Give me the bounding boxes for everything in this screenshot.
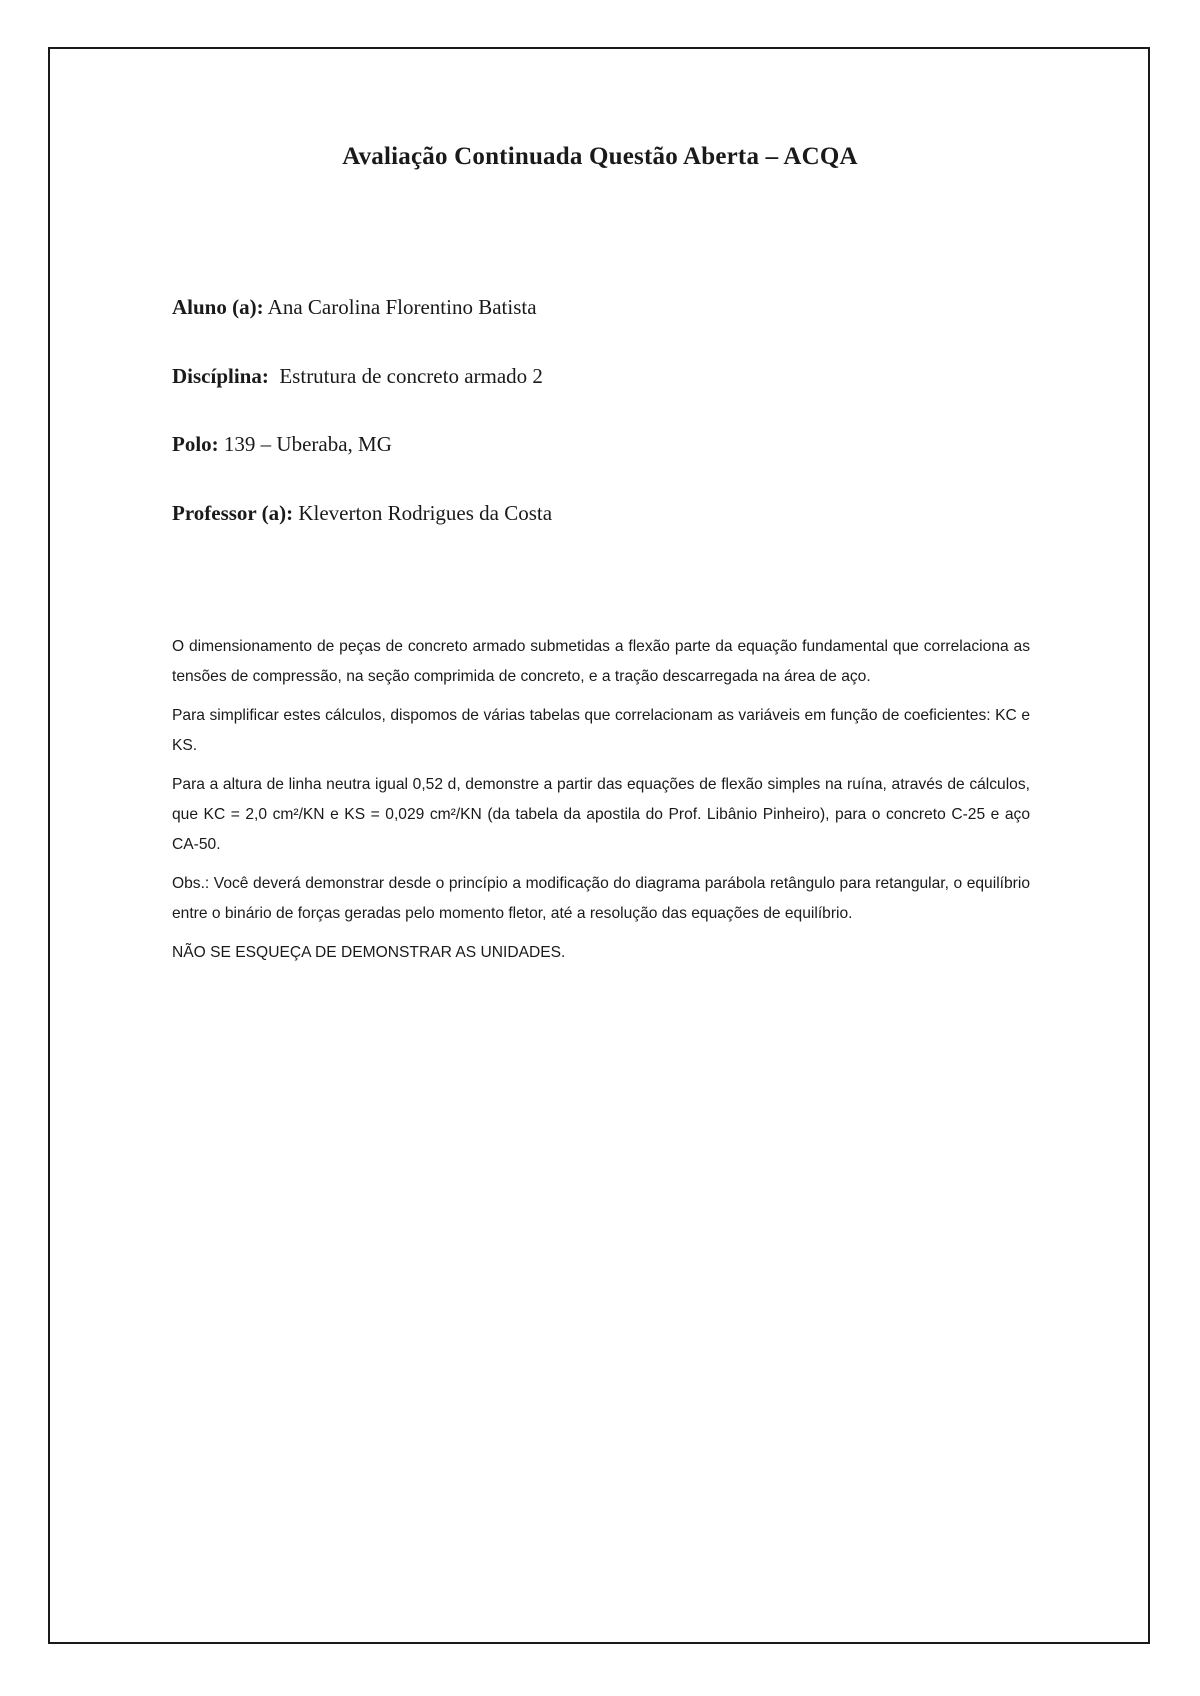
question-body bbox=[172, 632, 1030, 977]
document-title: Avaliação Continuada Questão Aberta – ACQA bbox=[342, 143, 858, 170]
professor-name: Kleverton Rodrigues da Costa bbox=[293, 501, 553, 525]
paragraph-units-reminder: NÃO SE ESQUEÇA DE DEMONSTRAR AS UNIDADES. bbox=[172, 944, 566, 961]
campus-label: Polo: bbox=[172, 432, 219, 456]
paragraph-task: Para a altura de linha neutra igual 0,52 d, demonstre a partir das equações de flexão simples na ruína, através de cálculos, que KC = 2,0 cm²/KN e KS = 0,029 cm²/KN (da tabela da apostila do Prof. Libânio Pinheiro), para o concreto C-25 e aço CA-50. bbox=[172, 776, 1030, 853]
discipline-line bbox=[172, 364, 543, 389]
student-label: Aluno (a): bbox=[172, 295, 264, 319]
discipline-label: Discíplina: bbox=[172, 364, 269, 388]
paragraph-intro: O dimensionamento de peças de concreto armado submetidas a flexão parte da equação fundamental que correlaciona as tensões de compressão, na seção comprimida de concreto, e a tração descarregada na área de aço. bbox=[172, 638, 1030, 685]
paragraph-tables: Para simplificar estes cálculos, dispomos de várias tabelas que correlacionam as variáveis em função de coeficientes: KC e KS. bbox=[172, 707, 1030, 754]
paragraph-observation: Obs.: Você deverá demonstrar desde o princípio a modificação do diagrama parábola retângulo para retangular, o equilíbrio entre o binário de forças geradas pelo momento fletor, até a resolução das equações de equilíbrio. bbox=[172, 875, 1030, 922]
professor-line bbox=[172, 501, 552, 526]
student-line bbox=[172, 295, 537, 320]
discipline-name: Estrutura de concreto armado 2 bbox=[268, 364, 543, 388]
campus-name: 139 – Uberaba, MG bbox=[218, 432, 392, 456]
campus-line bbox=[172, 432, 392, 457]
professor-label: Professor (a): bbox=[172, 501, 294, 525]
student-name: Ana Carolina Florentino Batista bbox=[263, 295, 537, 319]
